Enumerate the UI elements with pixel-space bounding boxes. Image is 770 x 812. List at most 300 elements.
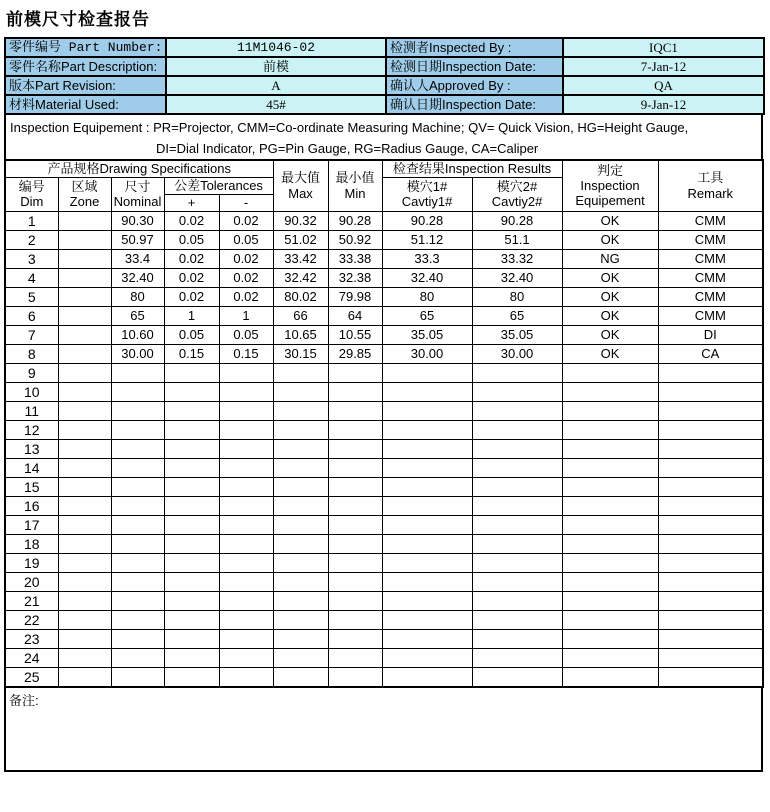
cell-tool [658, 420, 763, 439]
cell-nominal: 33.4 [111, 249, 164, 268]
cell-tool [658, 477, 763, 496]
info-table [4, 37, 765, 115]
cell-cav2 [472, 610, 562, 629]
cell-dim: 8 [5, 344, 58, 363]
header-tool-remark: 工具 Remark [658, 160, 763, 211]
cell-zone [58, 344, 111, 363]
cell-max: 33.42 [273, 249, 328, 268]
cell-min: 90.28 [328, 211, 382, 230]
cell-dim: 10 [5, 382, 58, 401]
cell-zone [58, 496, 111, 515]
cell-tool [658, 515, 763, 534]
header-cavity1: 模穴1# Cavtiy1# [382, 177, 472, 211]
cell-result [562, 515, 658, 534]
cell-dim: 6 [5, 306, 58, 325]
cell-tool: CMM [658, 306, 763, 325]
cell-min: 29.85 [328, 344, 382, 363]
cell-zone [58, 268, 111, 287]
cell-plus [164, 496, 219, 515]
cell-cav1: 80 [382, 287, 472, 306]
cell-cav1 [382, 420, 472, 439]
table-row [5, 496, 763, 515]
cell-cav1 [382, 515, 472, 534]
cell-minus [219, 534, 273, 553]
table-row [5, 534, 763, 553]
cell-max: 32.42 [273, 268, 328, 287]
cell-max [273, 382, 328, 401]
cell-result [562, 610, 658, 629]
table-row [5, 401, 763, 420]
cell-min [328, 667, 382, 687]
cell-dim: 9 [5, 363, 58, 382]
cell-tool [658, 629, 763, 648]
cell-tool [658, 382, 763, 401]
cell-cav2 [472, 477, 562, 496]
cell-tool [658, 667, 763, 687]
table-row [5, 610, 763, 629]
cell-cav2 [472, 439, 562, 458]
cell-cav1 [382, 363, 472, 382]
cell-cav1: 90.28 [382, 211, 472, 230]
cell-minus: 0.02 [219, 287, 273, 306]
cell-result: OK [562, 325, 658, 344]
table-row [5, 667, 763, 687]
cell-max [273, 648, 328, 667]
cell-plus [164, 401, 219, 420]
cell-plus [164, 591, 219, 610]
cell-max [273, 534, 328, 553]
inspection-table [4, 159, 764, 688]
cell-tool [658, 496, 763, 515]
cell-max [273, 439, 328, 458]
cell-nominal [111, 458, 164, 477]
cell-zone [58, 572, 111, 591]
cell-tool: CMM [658, 268, 763, 287]
cell-zone [58, 458, 111, 477]
cell-result: NG [562, 249, 658, 268]
cell-minus [219, 420, 273, 439]
cell-result [562, 572, 658, 591]
approved-by-value: QA [563, 76, 764, 95]
cell-tool [658, 458, 763, 477]
cell-cav2: 30.00 [472, 344, 562, 363]
cell-cav2: 65 [472, 306, 562, 325]
cell-plus [164, 648, 219, 667]
cell-nominal: 10.60 [111, 325, 164, 344]
cell-cav2: 33.32 [472, 249, 562, 268]
table-row [5, 325, 763, 344]
cell-nominal [111, 572, 164, 591]
cell-cav2 [472, 515, 562, 534]
cell-plus [164, 534, 219, 553]
cell-nominal: 80 [111, 287, 164, 306]
cell-result [562, 648, 658, 667]
cell-min [328, 572, 382, 591]
cell-max: 90.32 [273, 211, 328, 230]
table-row [5, 439, 763, 458]
cell-zone [58, 515, 111, 534]
cell-cav1 [382, 401, 472, 420]
cell-nominal [111, 610, 164, 629]
cell-max [273, 420, 328, 439]
table-row [5, 591, 763, 610]
cell-plus: 0.15 [164, 344, 219, 363]
info-row [5, 57, 764, 76]
cell-dim: 16 [5, 496, 58, 515]
cell-cav2: 51.1 [472, 230, 562, 249]
table-row [5, 211, 763, 230]
cell-cav1: 30.00 [382, 344, 472, 363]
cell-zone [58, 382, 111, 401]
cell-nominal [111, 515, 164, 534]
cell-zone [58, 610, 111, 629]
cell-plus: 0.02 [164, 268, 219, 287]
cell-cav1 [382, 477, 472, 496]
cell-tool [658, 648, 763, 667]
cell-tool [658, 610, 763, 629]
cell-cav1 [382, 534, 472, 553]
cell-min: 32.38 [328, 268, 382, 287]
cell-max: 66 [273, 306, 328, 325]
info-row [5, 38, 764, 57]
table-row [5, 287, 763, 306]
cell-cav2: 35.05 [472, 325, 562, 344]
cell-cav1: 51.12 [382, 230, 472, 249]
cell-cav1 [382, 667, 472, 687]
inspected-by-label: 检测者Inspected By : [386, 38, 563, 57]
cell-minus [219, 667, 273, 687]
cell-dim: 24 [5, 648, 58, 667]
cell-min [328, 553, 382, 572]
material-used-value: 45# [166, 95, 386, 114]
cell-dim: 1 [5, 211, 58, 230]
cell-nominal: 30.00 [111, 344, 164, 363]
cell-max: 30.15 [273, 344, 328, 363]
cell-max: 51.02 [273, 230, 328, 249]
cell-zone [58, 230, 111, 249]
cell-tool: CA [658, 344, 763, 363]
cell-minus: 0.05 [219, 230, 273, 249]
cell-cav2: 90.28 [472, 211, 562, 230]
cell-dim: 23 [5, 629, 58, 648]
cell-dim: 11 [5, 401, 58, 420]
cell-zone [58, 667, 111, 687]
cell-plus [164, 515, 219, 534]
header-nominal: 尺寸 Nominal [111, 177, 164, 211]
info-row [5, 95, 764, 114]
cell-minus [219, 477, 273, 496]
cell-tool: CMM [658, 230, 763, 249]
cell-result: OK [562, 306, 658, 325]
cell-cav1 [382, 439, 472, 458]
cell-result [562, 591, 658, 610]
cell-min: 50.92 [328, 230, 382, 249]
cell-plus [164, 629, 219, 648]
cell-cav2 [472, 382, 562, 401]
cell-min [328, 420, 382, 439]
cell-nominal [111, 648, 164, 667]
equipment-note [4, 113, 763, 161]
cell-nominal [111, 477, 164, 496]
table-row [5, 420, 763, 439]
cell-plus [164, 363, 219, 382]
cell-zone [58, 249, 111, 268]
cell-cav2 [472, 401, 562, 420]
cell-cav1: 65 [382, 306, 472, 325]
cell-minus [219, 572, 273, 591]
cell-min [328, 610, 382, 629]
page-title: 前模尺寸检查报告 [6, 10, 150, 29]
cell-result: OK [562, 230, 658, 249]
cell-zone [58, 211, 111, 230]
cell-minus: 0.02 [219, 211, 273, 230]
cell-nominal [111, 420, 164, 439]
cell-zone [58, 629, 111, 648]
cell-max [273, 572, 328, 591]
cell-cav1: 35.05 [382, 325, 472, 344]
table-row [5, 344, 763, 363]
header-cavity2: 模穴2# Cavtiy2# [472, 177, 562, 211]
cell-cav1 [382, 458, 472, 477]
inspection-date-value: 7-Jan-12 [563, 57, 764, 76]
cell-min [328, 515, 382, 534]
cell-plus [164, 420, 219, 439]
cell-minus [219, 382, 273, 401]
cell-min [328, 477, 382, 496]
cell-plus: 1 [164, 306, 219, 325]
cell-zone [58, 287, 111, 306]
cell-dim: 21 [5, 591, 58, 610]
inspection-date-label: 检测日期Inspection Date: [386, 57, 563, 76]
cell-max [273, 363, 328, 382]
cell-min [328, 496, 382, 515]
cell-min [328, 439, 382, 458]
cell-zone [58, 401, 111, 420]
approved-by-label: 确认人Approved By : [386, 76, 563, 95]
cell-tool: DI [658, 325, 763, 344]
header-tolerances: 公差Tolerances [164, 177, 273, 194]
cell-nominal: 50.97 [111, 230, 164, 249]
cell-minus [219, 401, 273, 420]
cell-cav2 [472, 667, 562, 687]
table-row [5, 249, 763, 268]
cell-zone [58, 325, 111, 344]
cell-result [562, 420, 658, 439]
cell-result [562, 363, 658, 382]
cell-dim: 14 [5, 458, 58, 477]
cell-result [562, 534, 658, 553]
cell-minus [219, 610, 273, 629]
cell-cav2: 80 [472, 287, 562, 306]
cell-cav2 [472, 553, 562, 572]
cell-cav2 [472, 496, 562, 515]
cell-tool [658, 553, 763, 572]
cell-minus [219, 496, 273, 515]
cell-minus [219, 515, 273, 534]
cell-min: 33.38 [328, 249, 382, 268]
cell-min [328, 648, 382, 667]
cell-nominal: 90.30 [111, 211, 164, 230]
cell-max [273, 496, 328, 515]
cell-max: 10.65 [273, 325, 328, 344]
cell-plus [164, 458, 219, 477]
cell-min: 64 [328, 306, 382, 325]
cell-dim: 13 [5, 439, 58, 458]
part-revision-value: A [166, 76, 386, 95]
part-number-label: 零件编号 Part Number: [5, 38, 166, 57]
cell-dim: 3 [5, 249, 58, 268]
cell-result [562, 496, 658, 515]
cell-min [328, 458, 382, 477]
cell-minus [219, 363, 273, 382]
cell-result [562, 458, 658, 477]
cell-tool [658, 572, 763, 591]
cell-nominal [111, 382, 164, 401]
part-number-value: 11M1046-02 [166, 38, 386, 57]
cell-max [273, 515, 328, 534]
cell-nominal [111, 439, 164, 458]
cell-cav1: 32.40 [382, 268, 472, 287]
header-zone: 区域 Zone [58, 177, 111, 211]
cell-cav1: 33.3 [382, 249, 472, 268]
cell-nominal [111, 496, 164, 515]
cell-cav1 [382, 553, 472, 572]
table-row [5, 553, 763, 572]
cell-result [562, 401, 658, 420]
cell-minus: 1 [219, 306, 273, 325]
info-row [5, 76, 764, 95]
table-row [5, 382, 763, 401]
cell-cav2 [472, 363, 562, 382]
cell-minus: 0.02 [219, 249, 273, 268]
cell-plus: 0.02 [164, 287, 219, 306]
cell-max [273, 667, 328, 687]
cell-cav1 [382, 648, 472, 667]
cell-max [273, 553, 328, 572]
cell-minus [219, 591, 273, 610]
cell-result [562, 439, 658, 458]
cell-zone [58, 363, 111, 382]
cell-max [273, 477, 328, 496]
cell-plus [164, 667, 219, 687]
material-used-label: 材料Material Used: [5, 95, 166, 114]
cell-min [328, 591, 382, 610]
cell-dim: 25 [5, 667, 58, 687]
cell-result: OK [562, 268, 658, 287]
cell-plus [164, 477, 219, 496]
cell-result: OK [562, 344, 658, 363]
cell-plus: 0.05 [164, 325, 219, 344]
cell-tool: CMM [658, 249, 763, 268]
cell-zone [58, 648, 111, 667]
cell-max [273, 610, 328, 629]
cell-plus [164, 610, 219, 629]
cell-dim: 18 [5, 534, 58, 553]
header-max: 最大值 Max [273, 160, 328, 211]
cell-dim: 17 [5, 515, 58, 534]
approval-date-label: 确认日期Inspection Date: [386, 95, 563, 114]
cell-cav1 [382, 496, 472, 515]
cell-cav2 [472, 591, 562, 610]
cell-cav2 [472, 648, 562, 667]
cell-nominal [111, 534, 164, 553]
cell-plus [164, 572, 219, 591]
cell-cav1 [382, 572, 472, 591]
cell-dim: 5 [5, 287, 58, 306]
cell-plus [164, 553, 219, 572]
cell-cav1 [382, 591, 472, 610]
header-results-group: 检查结果Inspection Results [382, 160, 562, 177]
cell-zone [58, 420, 111, 439]
cell-minus [219, 439, 273, 458]
cell-cav1 [382, 610, 472, 629]
equipment-note-line1: Inspection Equipement : PR=Projector, CMM=Co-ordinate Measuring Machine; QV= Quick Vision, HG=Height Gauge, [10, 120, 689, 135]
cell-dim: 15 [5, 477, 58, 496]
table-row [5, 629, 763, 648]
cell-tool [658, 439, 763, 458]
cell-max: 80.02 [273, 287, 328, 306]
header-specs-group: 产品规格Drawing Specifications [5, 160, 273, 177]
cell-nominal [111, 363, 164, 382]
cell-cav2: 32.40 [472, 268, 562, 287]
cell-min [328, 382, 382, 401]
cell-max [273, 629, 328, 648]
cell-minus [219, 648, 273, 667]
cell-tool [658, 534, 763, 553]
cell-nominal: 65 [111, 306, 164, 325]
remark-box [4, 686, 763, 772]
cell-cav1 [382, 382, 472, 401]
cell-nominal [111, 553, 164, 572]
table-row [5, 306, 763, 325]
cell-min [328, 629, 382, 648]
table-row [5, 268, 763, 287]
cell-dim: 7 [5, 325, 58, 344]
header-dim: 编号 Dim [5, 177, 58, 211]
cell-tool [658, 363, 763, 382]
inspected-by-value: IQC1 [563, 38, 764, 57]
cell-minus: 0.02 [219, 268, 273, 287]
cell-minus [219, 458, 273, 477]
cell-tool [658, 401, 763, 420]
cell-result: OK [562, 211, 658, 230]
cell-plus [164, 439, 219, 458]
cell-cav2 [472, 458, 562, 477]
cell-result [562, 667, 658, 687]
cell-cav2 [472, 534, 562, 553]
cell-max [273, 458, 328, 477]
cell-zone [58, 439, 111, 458]
cell-result: OK [562, 287, 658, 306]
remark-label: 备注: [9, 692, 39, 708]
cell-plus: 0.02 [164, 211, 219, 230]
table-row [5, 363, 763, 382]
cell-dim: 4 [5, 268, 58, 287]
approval-date-value: 9-Jan-12 [563, 95, 764, 114]
cell-nominal [111, 591, 164, 610]
cell-dim: 20 [5, 572, 58, 591]
cell-max [273, 591, 328, 610]
cell-nominal [111, 667, 164, 687]
cell-result [562, 553, 658, 572]
cell-tool: CMM [658, 287, 763, 306]
cell-plus: 0.02 [164, 249, 219, 268]
part-revision-label: 版本Part Revision: [5, 76, 166, 95]
cell-nominal: 32.40 [111, 268, 164, 287]
header-min: 最小值 Min [328, 160, 382, 211]
cell-minus [219, 553, 273, 572]
cell-zone [58, 534, 111, 553]
